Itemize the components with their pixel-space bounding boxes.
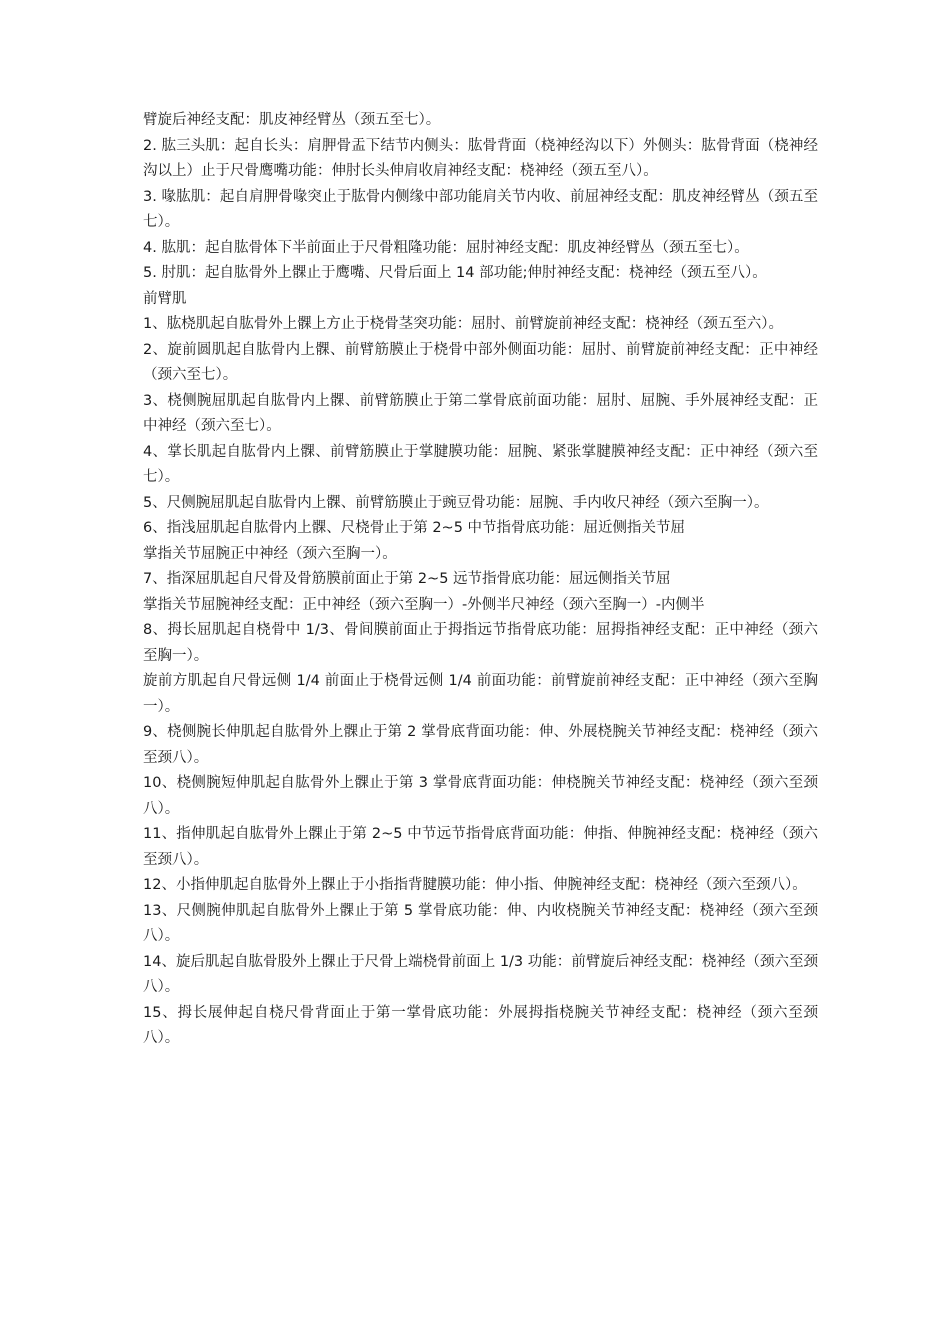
- paragraph-15: 掌指关节屈腕神经支配：正中神经（颈六至胸一）-外侧半尺神经（颈六至胸一）-内侧半: [143, 596, 705, 613]
- paragraph-23: 14、旋后肌起自肱骨股外上髁止于尺骨上端桡骨前面上 1/3 功能：前臂旋后神经支配：桡神经（颈六至颈八）。: [143, 953, 818, 995]
- paragraph-24: 15、拇长展伸起自桡尺骨背面止于第一掌骨底功能：外展拇指桡腕关节神经支配：桡神经（颈六至颈八）。: [143, 1004, 818, 1046]
- paragraph-10: 4、掌长肌起自肱骨内上髁、前臂筋膜止于掌腱膜功能：屈腕、紧张掌腱膜神经支配：正中神经（颈六至七）。: [143, 443, 818, 485]
- paragraph-21: 12、小指伸肌起自肱骨外上髁止于小指指背腱膜功能：伸小指、伸腕神经支配：桡神经（颈六至颈八）。: [143, 877, 807, 893]
- paragraph-17: 旋前方肌起自尺骨远侧 1/4 前面止于桡骨远侧 1/4 前面功能：前臂旋前神经支配：正中神经（颈六至胸一）。: [143, 673, 818, 715]
- section-heading: 前臂肌: [143, 290, 187, 307]
- paragraph-19: 10、桡侧腕短伸肌起自肱骨外上髁止于第 3 掌骨底背面功能：伸桡腕关节神经支配：桡神经（颈六至颈八）。: [143, 775, 818, 817]
- paragraph-13: 掌指关节屈腕正中神经（颈六至胸一）。: [143, 545, 397, 562]
- paragraph-9: 3、桡侧腕屈肌起自肱骨内上髁、前臂筋膜止于第二掌骨底前面功能：屈肘、屈腕、手外展神经支配：正中神经（颈六至七）。: [143, 392, 818, 434]
- paragraph-16: 8、拇长屈肌起自桡骨中 1/3、骨间膜前面止于拇指远节指骨底功能：屈拇指神经支配：正中神经（颈六至胸一）。: [143, 622, 818, 664]
- paragraph-7: 1、肱桡肌起自肱骨外上髁上方止于桡骨茎突功能：屈肘、前臂旋前神经支配：桡神经（颈五至六）。: [143, 316, 783, 332]
- document-body: [143, 108, 818, 1052]
- paragraph-5: 5. 肘肌：起自肱骨外上髁止于鹰嘴、尺骨后面上 14 部功能;伸肘神经支配：桡神经（颈五至八）。: [143, 265, 767, 281]
- paragraph-3: 3. 喙肱肌：起自肩胛骨喙突止于肱骨内侧缘中部功能肩关节内收、前屈神经支配：肌皮神经臂丛（颈五至七）。: [143, 188, 818, 230]
- paragraph-8: 2、旋前圆肌起自肱骨内上髁、前臂筋膜止于桡骨中部外侧面功能：屈肘、前臂旋前神经支配：正中神经（颈六至七）。: [143, 341, 818, 383]
- paragraph-12: 6、指浅屈肌起自肱骨内上髁、尺桡骨止于第 2~5 中节指骨底功能：屈近侧指关节屈: [143, 520, 686, 536]
- paragraph-1: 臂旋后神经支配：肌皮神经臂丛（颈五至七）。: [143, 112, 441, 128]
- paragraph-2: 2. 肱三头肌：起自长头：肩胛骨盂下结节内侧头：肱骨背面（桡神经沟以下）外侧头：肱骨背面（桡神经沟以上）止于尺骨鹰嘴功能：伸肘长头伸肩收肩神经支配：桡神经（颈五至八）。: [143, 137, 818, 179]
- paragraph-11: 5、尺侧腕屈肌起自肱骨内上髁、前臂筋膜止于豌豆骨功能：屈腕、手内收尺神经（颈六至胸一）。: [143, 494, 769, 511]
- paragraph-18: 9、桡侧腕长伸肌起自肱骨外上髁止于第 2 掌骨底背面功能：伸、外展桡腕关节神经支配：桡神经（颈六至颈八）。: [143, 724, 818, 766]
- paragraph-20: 11、指伸肌起自肱骨外上髁止于第 2~5 中节远节指骨底背面功能：伸指、伸腕神经支配：桡神经（颈六至颈八）。: [143, 826, 818, 868]
- paragraph-14: 7、指深屈肌起自尺骨及骨筋膜前面止于第 2~5 远节指骨底功能：屈远侧指关节屈: [143, 571, 671, 587]
- paragraph-4: 4. 肱肌：起自肱骨体下半前面止于尺骨粗隆功能：屈肘神经支配：肌皮神经臂丛（颈五至七）。: [143, 239, 749, 256]
- paragraph-22: 13、尺侧腕伸肌起自肱骨外上髁止于第 5 掌骨底功能：伸、内收桡腕关节神经支配：桡神经（颈六至颈八）。: [143, 902, 818, 944]
